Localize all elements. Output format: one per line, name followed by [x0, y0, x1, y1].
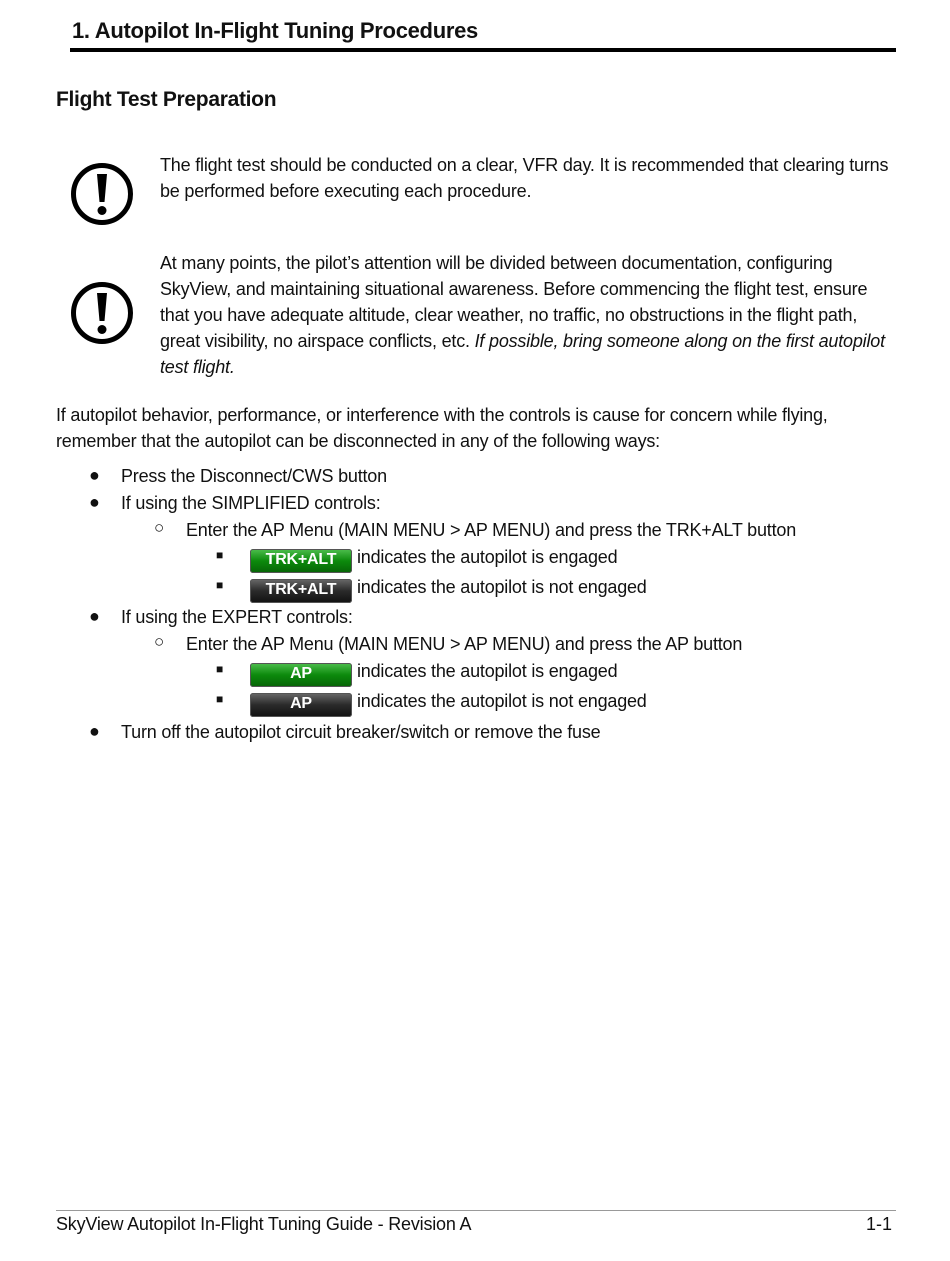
square-bullet-icon: ■: [216, 548, 224, 562]
chapter-rule: [70, 48, 896, 52]
page-number: 1-1: [865, 1214, 892, 1234]
bullet-icon: ●: [89, 721, 100, 741]
list-item-text: indicates the autopilot is engaged: [357, 661, 618, 681]
sub-list-item: [154, 632, 743, 655]
footer-title: SkyView Autopilot In-Flight Tuning Guide - Revision A: [56, 1214, 472, 1234]
square-bullet-icon: ■: [216, 578, 224, 592]
square-bullet-icon: ■: [216, 692, 224, 706]
intro-paragraph: If autopilot behavior, performance, or interference with the controls is cause for concern while flying, remember that the autopilot can be disconnected in any of the following ways:: [56, 405, 828, 451]
exclamation-circle-icon: [70, 162, 134, 226]
sub-sub-list-item: [216, 691, 647, 717]
ap-disengaged-button-image: AP: [250, 693, 352, 717]
list-item: [89, 492, 381, 514]
list-item-text: If using the EXPERT controls:: [121, 607, 353, 627]
note-text-italic: If possible, bring someone along on the first autopilot test flight.: [160, 331, 885, 377]
exclamation-circle-icon: [70, 281, 134, 345]
footer-rule: [56, 1210, 896, 1211]
square-bullet-icon: ■: [216, 662, 224, 676]
note-text: [160, 250, 892, 380]
list-item-text: indicates the autopilot is not engaged: [357, 577, 647, 597]
bullet-icon: ●: [89, 606, 100, 626]
circle-bullet-icon: ○: [154, 518, 165, 537]
list-item-text: indicates the autopilot is engaged: [357, 547, 618, 567]
sub-list-item: [154, 518, 797, 541]
trk-alt-engaged-button-image: TRK+ALT: [250, 549, 352, 573]
sub-sub-list-item: [216, 661, 618, 687]
bullet-icon: ●: [89, 492, 100, 512]
sub-sub-list-item: [216, 547, 618, 573]
list-item: [89, 606, 353, 628]
list-item: [89, 465, 387, 487]
note-text-regular: At many points, the pilot’s attention will be divided between documentation, configuring SkyView, and maintaining situational awareness. Before commencing the flight test, ensure that you have adequate altitude, clear weather, no traffic, no obstructions in the flight path, great visibility, no airspace conflicts, etc.: [160, 253, 868, 351]
list-item-text: Enter the AP Menu (MAIN MENU > AP MENU) and press the AP button: [186, 634, 743, 654]
list-item-text: If using the SIMPLIFIED controls:: [121, 493, 381, 513]
ap-engaged-button-image: AP: [250, 663, 352, 687]
list-item-text: Turn off the autopilot circuit breaker/switch or remove the fuse: [121, 722, 601, 742]
circle-bullet-icon: ○: [154, 632, 165, 651]
section-title: Flight Test Preparation: [56, 88, 277, 111]
bullet-icon: ●: [89, 465, 100, 485]
note-text: The flight test should be conducted on a clear, VFR day. It is recommended that clearing turns be performed before executing each procedure.: [160, 155, 889, 201]
list-item: [89, 721, 601, 743]
trk-alt-disengaged-button-image: TRK+ALT: [250, 579, 352, 603]
chapter-title: 1. Autopilot In-Flight Tuning Procedures: [72, 18, 478, 43]
list-item-text: Press the Disconnect/CWS button: [121, 466, 387, 486]
list-item-text: Enter the AP Menu (MAIN MENU > AP MENU) and press the TRK+ALT button: [186, 520, 797, 540]
list-item-text: indicates the autopilot is not engaged: [357, 691, 647, 711]
sub-sub-list-item: [216, 577, 647, 603]
